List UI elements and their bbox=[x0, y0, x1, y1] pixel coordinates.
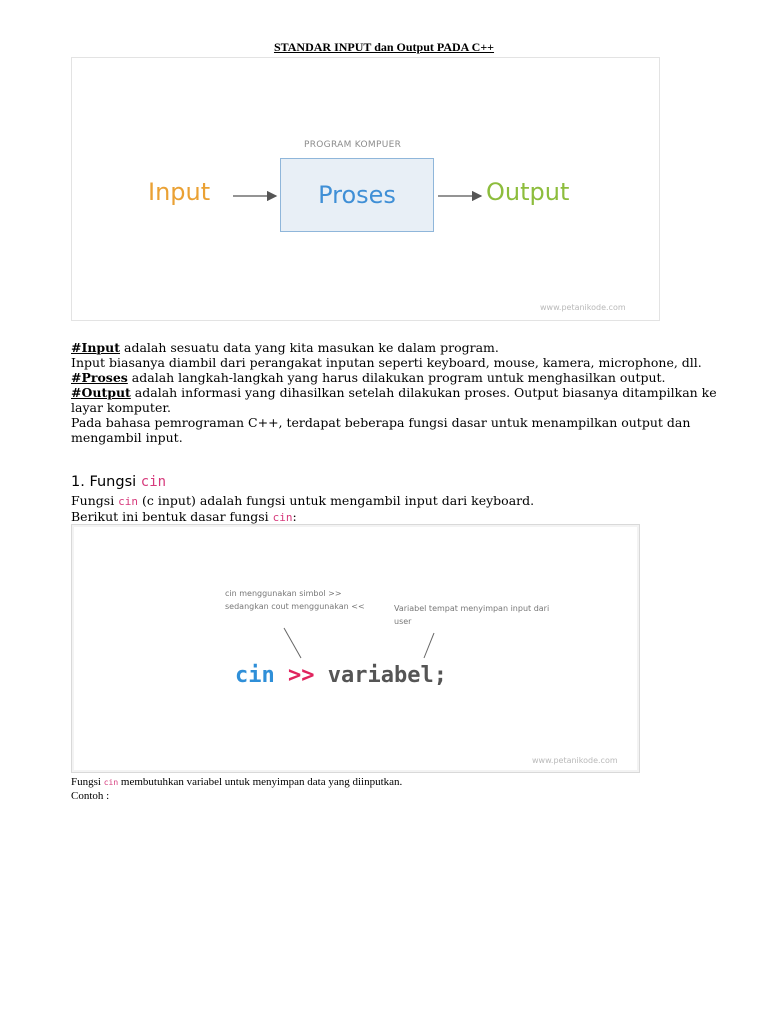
output-definition: adalah informasi yang dihasilkan setelah dilakukan proses. Output biasanya ditampilkan ke layar komputer. bbox=[71, 385, 717, 415]
input-sources: Input biasanya diambil dari perangakat inputan seperti keyboard, mouse, kamera, microphone, dll. bbox=[71, 355, 702, 370]
input-paragraph bbox=[71, 340, 731, 445]
cin-variable-note bbox=[71, 775, 402, 790]
watermark: www.petanikode.com bbox=[532, 756, 618, 765]
cpp-intro: Pada bahasa pemrograman C++, terdapat beberapa fungsi dasar untuk menampilkan output dan mengambil input. bbox=[71, 415, 691, 445]
text: Fungsi bbox=[71, 776, 104, 788]
input-process-output-diagram bbox=[71, 57, 660, 321]
output-keyword: #Output bbox=[71, 385, 131, 400]
heading-text: 1. Fungsi bbox=[71, 474, 141, 490]
annotation-lines bbox=[72, 525, 639, 772]
cin-description bbox=[71, 493, 731, 525]
process-box bbox=[280, 158, 434, 232]
code-keyword: cin bbox=[235, 663, 275, 688]
watermark: www.petanikode.com bbox=[540, 303, 626, 312]
proses-keyword: #Proses bbox=[71, 370, 128, 385]
annotation-operator: cin menggunakan simbol >> sedangkan cout menggunakan << bbox=[225, 589, 365, 611]
heading-code: cin bbox=[140, 474, 167, 490]
text: Fungsi bbox=[71, 493, 119, 508]
proses-definition: adalah langkah-langkah yang harus dilakukan program untuk menghasilkan output. bbox=[127, 370, 666, 385]
input-keyword: #Input bbox=[71, 340, 121, 355]
text: (c input) adalah fungsi untuk mengambil input dari keyboard. bbox=[138, 493, 535, 508]
inline-code: cin bbox=[118, 495, 139, 508]
document-title: STANDAR INPUT dan Output PADA C++ bbox=[273, 40, 495, 54]
example-label: Contoh : bbox=[71, 790, 110, 802]
annotation-variable: Variabel tempat menyimpan input dari user bbox=[394, 604, 550, 626]
process-label: Proses bbox=[318, 181, 396, 209]
cin-code-example bbox=[235, 663, 447, 688]
cin-syntax-diagram bbox=[71, 524, 640, 773]
program-caption: PROGRAM KOMPUER bbox=[304, 140, 402, 150]
pointer-line-left bbox=[284, 628, 301, 658]
input-definition: adalah sesuatu data yang kita masukan ke dalam program. bbox=[120, 340, 499, 355]
text: : bbox=[292, 509, 297, 524]
code-variable: variabel; bbox=[327, 663, 447, 688]
input-label: Input bbox=[148, 178, 211, 206]
inline-code: cin bbox=[272, 511, 293, 524]
text: membutuhkan variabel untuk menyimpan data yang diinputkan. bbox=[118, 776, 403, 788]
section-heading-cin bbox=[71, 474, 166, 490]
pointer-line-right bbox=[424, 633, 434, 658]
code-operator: >> bbox=[274, 663, 328, 688]
inline-code: cin bbox=[103, 778, 119, 787]
text: Berikut ini bentuk dasar fungsi bbox=[71, 509, 273, 524]
output-label: Output bbox=[486, 178, 570, 206]
